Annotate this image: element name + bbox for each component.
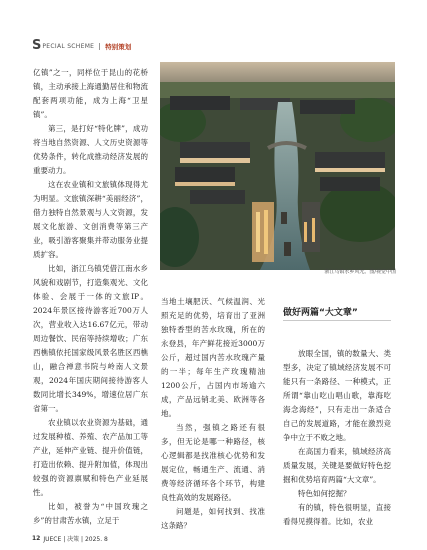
section-header xyxy=(32,40,131,52)
paragraph: 有的镇，特色很明显，直接看得见摸得着。比如，农业 xyxy=(283,503,391,526)
header-scheme: PECIAL SCHEME xyxy=(42,42,95,50)
paragraph: 第三，是打好“特化牌”，成功将当地自然资源、人文历史资源等优势条件，转化成推动经济发展的重要动力。 xyxy=(33,124,148,175)
paragraph: 当地土壤肥沃、气候温润、光照充足的优势，培育出了亚洲独特香型的苦水玫瑰，所在的永登县，年产鲜花接近3000万公斤，超过国内苦水玫瑰产量的一半；每年生产玫瑰精油1200公斤，占国内市场逾六成，产品远销北美、欧洲等各地。 xyxy=(161,297,265,418)
paragraph: 亿镇”之一，同样位于昆山的花桥镇，主动承接上海通勤居住和物流配套两项功能，成为上海“卫星镇”。 xyxy=(33,68,148,119)
paragraph: 问题是，如何找到、找准这条路？ xyxy=(161,507,265,530)
header-divider xyxy=(99,43,100,50)
article-column-left xyxy=(33,66,148,528)
paragraph: 比如，被誉为“中国玫瑰之乡”的甘肃苦水镇，立足于 xyxy=(33,502,148,525)
wuzhen-aerial-photo xyxy=(160,62,395,270)
article-column-right xyxy=(283,347,391,529)
paragraph: 农业镇以农业资源为基础，通过发展种植、养殖、农产品加工等产业，延伸产业链、提升价值链，打造出依赖、提升附加值，体现出较强的资源禀赋和特色产业延展性。 xyxy=(33,418,148,497)
section-divider xyxy=(283,320,391,321)
paragraph: 这在农业镇和文旅镇体现得尤为明显。文旅镇深耕“美丽经济”，借力独特自然景观与人文资源，发展文化旅游、文创消费等第三产业，吸引游客聚集并带动服务业提质扩容。 xyxy=(33,180,148,259)
magazine-issue: JUECE | 决策 | 2025. 8 xyxy=(43,536,108,543)
section-heading: 做好两篇“大文章” xyxy=(283,308,358,318)
paragraph: 当然，强镇之路还有很多，但无论是哪一种路径，核心逻辑都是找准核心优势和发展定位，畅通生产、流通、消费等经济循环各个环节，构建良性高效的发展路径。 xyxy=(161,423,265,502)
header-section-name: 特别策划 xyxy=(105,42,132,51)
photo-caption: 浙江乌镇水乡风光。图/视觉中国 xyxy=(324,269,396,275)
photo-illustration xyxy=(160,62,395,270)
paragraph: 放眼全国，镇的数量大、类型多，决定了镇域经济发展不可能只有一条路径、一种模式，正所谓“靠山吃山唱山歌，靠海吃海念海经”，只有走出一条适合自己的发展道路，才能在激烈竞争中立于不败之地。 xyxy=(283,349,391,442)
page-footer xyxy=(32,534,108,543)
header-initial: S xyxy=(32,38,42,53)
article-column-middle xyxy=(161,295,265,533)
page-number: 12 xyxy=(32,535,41,542)
paragraph: 比如，浙江乌镇凭借江南水乡风貌和戏剧节，打造集观光、文化体验、会展于一体的文旅IP。2024年景区接待游客近700万人次，营业收入达16.67亿元，带动周边餐饮、民宿等持续增收；广东西樵镇依托国家级风景名胜区西樵山，融合禅意书院与岭南人文景观，2024年国庆期间接待游客人数同比增长349%，增速位居广东省第一。 xyxy=(33,264,148,413)
paragraph: 特色如何挖掘？ xyxy=(298,489,351,498)
paragraph: 在高国力看来，镇域经济高质量发展，关键是要做好特色挖掘和优势培育两篇“大文章”。 xyxy=(283,447,391,484)
